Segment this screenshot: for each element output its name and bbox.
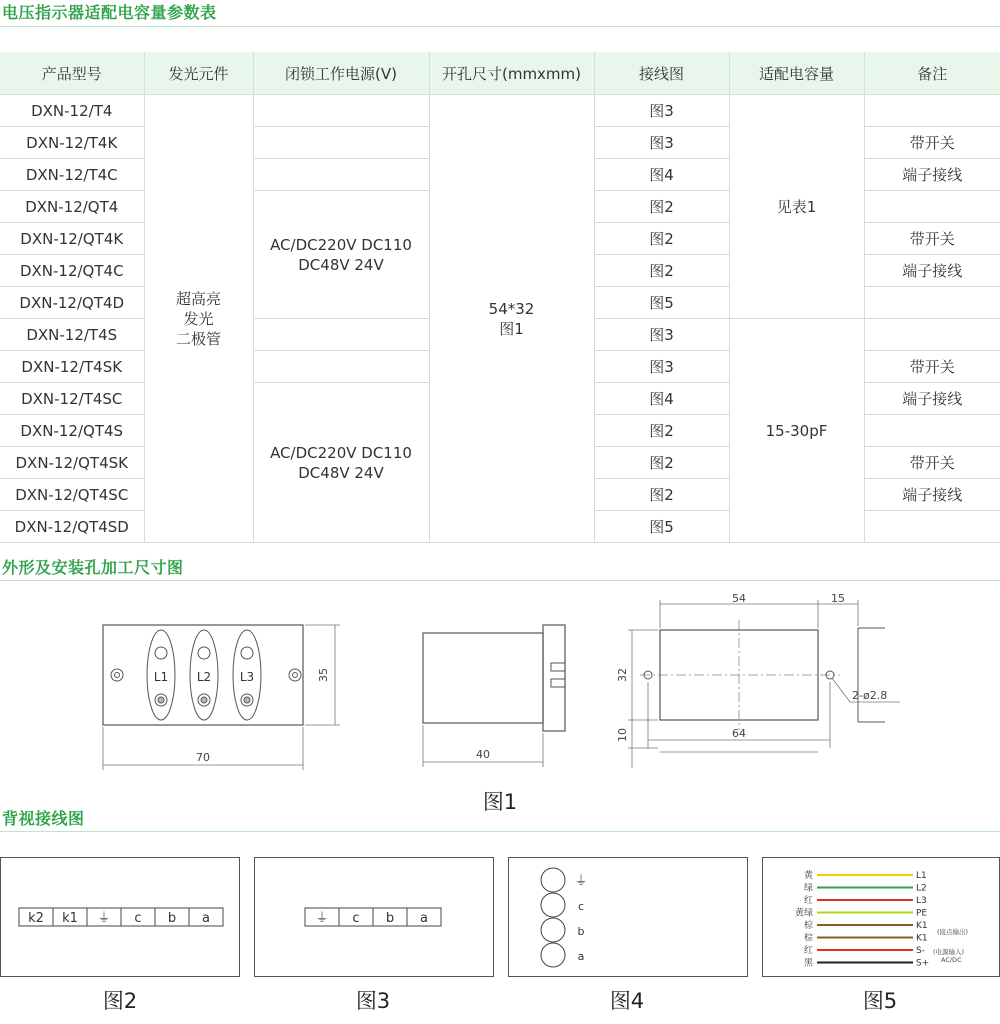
- terminal-label: a: [202, 911, 210, 926]
- table-section-title: 电压指示器适配电容量参数表: [2, 3, 217, 22]
- dimension-label: 40: [476, 748, 490, 761]
- wiring-cell: 图5: [594, 511, 729, 543]
- hole-size-cell: 54*32 图1: [429, 95, 594, 543]
- wire-terminal-label: K1: [916, 921, 928, 931]
- wire-terminal-label: L1: [916, 871, 927, 881]
- dimension-label: 70: [196, 751, 210, 764]
- note-cell: [864, 287, 1000, 319]
- side-view-drawing: [415, 615, 575, 775]
- model-cell: DXN-12/T4SK: [0, 351, 144, 383]
- header-cell: 适配电容量: [729, 52, 864, 95]
- header-cell: 备注: [864, 52, 1000, 95]
- ground-icon: ⏚: [315, 911, 329, 926]
- note-cell: [864, 511, 1000, 543]
- wire-terminal-label: L3: [916, 896, 927, 906]
- dimension-label: 64: [732, 727, 746, 740]
- wiring-section-title: 背视接线图: [2, 809, 85, 828]
- hole-dimension-label: 2-ø2.8: [852, 689, 888, 702]
- wiring-cell: 图3: [594, 95, 729, 127]
- model-cell: DXN-12/QT4K: [0, 223, 144, 255]
- section-divider: [0, 26, 1000, 27]
- note-cell: [864, 415, 1000, 447]
- wiring-cell: 图3: [594, 319, 729, 351]
- figure1-caption: 图1: [482, 790, 518, 814]
- terminal-label: a: [577, 950, 585, 963]
- wire-terminal-label: S-: [916, 946, 925, 956]
- wire-terminal-label: K1: [916, 933, 928, 944]
- contact-output-note: (接点输出): [937, 928, 969, 936]
- wiring-cell: 图5: [594, 287, 729, 319]
- terminal-label: c: [577, 900, 585, 913]
- header-cell: 闭锁工作电源(V): [253, 52, 429, 95]
- figure3-caption: 图3: [355, 989, 391, 1013]
- terminal-stack: [509, 858, 747, 976]
- lamp-label: L1: [153, 670, 169, 684]
- header-cell: 接线图: [594, 52, 729, 95]
- power-cell: [253, 95, 429, 127]
- wiring-cell: 图3: [594, 127, 729, 159]
- figure4-panel: [508, 857, 748, 977]
- front-view-drawing: [95, 615, 345, 775]
- note-cell: [864, 95, 1000, 127]
- header-cell: 发光元件: [144, 52, 253, 95]
- note-cell: 带开关: [864, 351, 1000, 383]
- ground-icon: ⏚: [574, 874, 588, 889]
- model-cell: DXN-12/QT4S: [0, 415, 144, 447]
- note-cell: 端子接线: [864, 255, 1000, 287]
- capacitance-cell: 15-30pF: [729, 319, 864, 543]
- note-cell: 带开关: [864, 447, 1000, 479]
- terminal-strip-6: [1, 858, 239, 976]
- wiring-cell: 图2: [594, 479, 729, 511]
- wiring-cell: 图2: [594, 255, 729, 287]
- power-cell: [253, 159, 429, 191]
- figure5-caption: 图5: [862, 989, 898, 1013]
- model-cell: DXN-12/QT4: [0, 191, 144, 223]
- dimension-label: 54: [732, 592, 746, 605]
- model-cell: DXN-12/T4: [0, 95, 144, 127]
- model-cell: DXN-12/T4K: [0, 127, 144, 159]
- outline-section-title: 外形及安装孔加工尺寸图: [2, 558, 184, 577]
- wire-color-name: 棕: [803, 921, 813, 931]
- terminal-strip-4: [255, 858, 493, 976]
- figure2-caption: 图2: [102, 989, 138, 1013]
- wire-color-name: 绿: [803, 883, 813, 894]
- wire-color-name: 红: [803, 946, 813, 956]
- terminal-label: c: [134, 911, 142, 926]
- model-cell: DXN-12/QT4SD: [0, 511, 144, 543]
- model-cell: DXN-12/QT4D: [0, 287, 144, 319]
- terminal-label: k2: [28, 911, 44, 926]
- terminal-label: b: [385, 911, 395, 926]
- model-cell: DXN-12/QT4SC: [0, 479, 144, 511]
- lamp-label: L3: [239, 670, 255, 684]
- dimension-label: 15: [831, 592, 845, 605]
- power-cell: [253, 351, 429, 383]
- cutout-drawing: [610, 590, 910, 780]
- note-cell: 端子接线: [864, 383, 1000, 415]
- wire-terminal-label: PE: [916, 908, 928, 919]
- note-cell: 带开关: [864, 127, 1000, 159]
- terminal-label: k1: [62, 911, 78, 926]
- terminal-label: b: [167, 911, 177, 926]
- dimension-label: 10: [616, 728, 629, 742]
- table-row: [0, 95, 1000, 127]
- wire-terminal-label: L2: [916, 883, 927, 894]
- wiring-cell: 图2: [594, 447, 729, 479]
- wire-color-name: 红: [803, 896, 813, 906]
- parameter-table: [0, 52, 1000, 543]
- wire-color-name: 黑: [803, 958, 813, 969]
- terminal-label: b: [577, 925, 585, 938]
- model-cell: DXN-12/T4S: [0, 319, 144, 351]
- wire-color-name: 黄: [803, 871, 813, 881]
- figure2-panel: [0, 857, 240, 977]
- light-element-cell: 超高亮 发光 二极管: [144, 95, 253, 543]
- figure5-panel: [762, 857, 1000, 977]
- wiring-cell: 图4: [594, 383, 729, 415]
- power-input-note: (电源输入): [933, 948, 965, 956]
- ground-icon: ⏚: [97, 911, 111, 926]
- model-cell: DXN-12/T4C: [0, 159, 144, 191]
- wire-color-name: 黄绿: [794, 908, 813, 919]
- wire-terminal-label: S+: [916, 958, 930, 969]
- section-divider: [0, 580, 1000, 581]
- header-cell: 产品型号: [0, 52, 144, 95]
- wiring-cell: 图2: [594, 191, 729, 223]
- dimension-label: 32: [616, 668, 629, 682]
- wiring-cell: 图2: [594, 415, 729, 447]
- note-cell: 带开关: [864, 223, 1000, 255]
- model-cell: DXN-12/T4SC: [0, 383, 144, 415]
- model-cell: DXN-12/QT4C: [0, 255, 144, 287]
- power-cell: AC/DC220V DC110 DC48V 24V: [253, 191, 429, 319]
- figure3-panel: [254, 857, 494, 977]
- power-cell: [253, 319, 429, 351]
- terminal-label: c: [352, 911, 360, 926]
- power-cell: AC/DC220V DC110 DC48V 24V: [253, 383, 429, 543]
- model-cell: DXN-12/QT4SK: [0, 447, 144, 479]
- acdc-note: AC/DC: [941, 956, 962, 964]
- power-cell: [253, 127, 429, 159]
- wiring-cell: 图4: [594, 159, 729, 191]
- figure4-caption: 图4: [609, 989, 645, 1013]
- capacitance-cell: 见表1: [729, 95, 864, 319]
- wire-color-name: 棕: [803, 933, 813, 944]
- section-divider: [0, 831, 1000, 832]
- wiring-cell: 图3: [594, 351, 729, 383]
- note-cell: [864, 191, 1000, 223]
- dimension-label: 35: [317, 668, 330, 682]
- lamp-label: L2: [196, 670, 212, 684]
- table-header-row: [0, 52, 1000, 95]
- header-cell: 开孔尺寸(mmxmm): [429, 52, 594, 95]
- wiring-cell: 图2: [594, 223, 729, 255]
- note-cell: 端子接线: [864, 159, 1000, 191]
- wire-color-diagram: [763, 858, 999, 976]
- note-cell: [864, 319, 1000, 351]
- terminal-label: a: [420, 911, 428, 926]
- note-cell: 端子接线: [864, 479, 1000, 511]
